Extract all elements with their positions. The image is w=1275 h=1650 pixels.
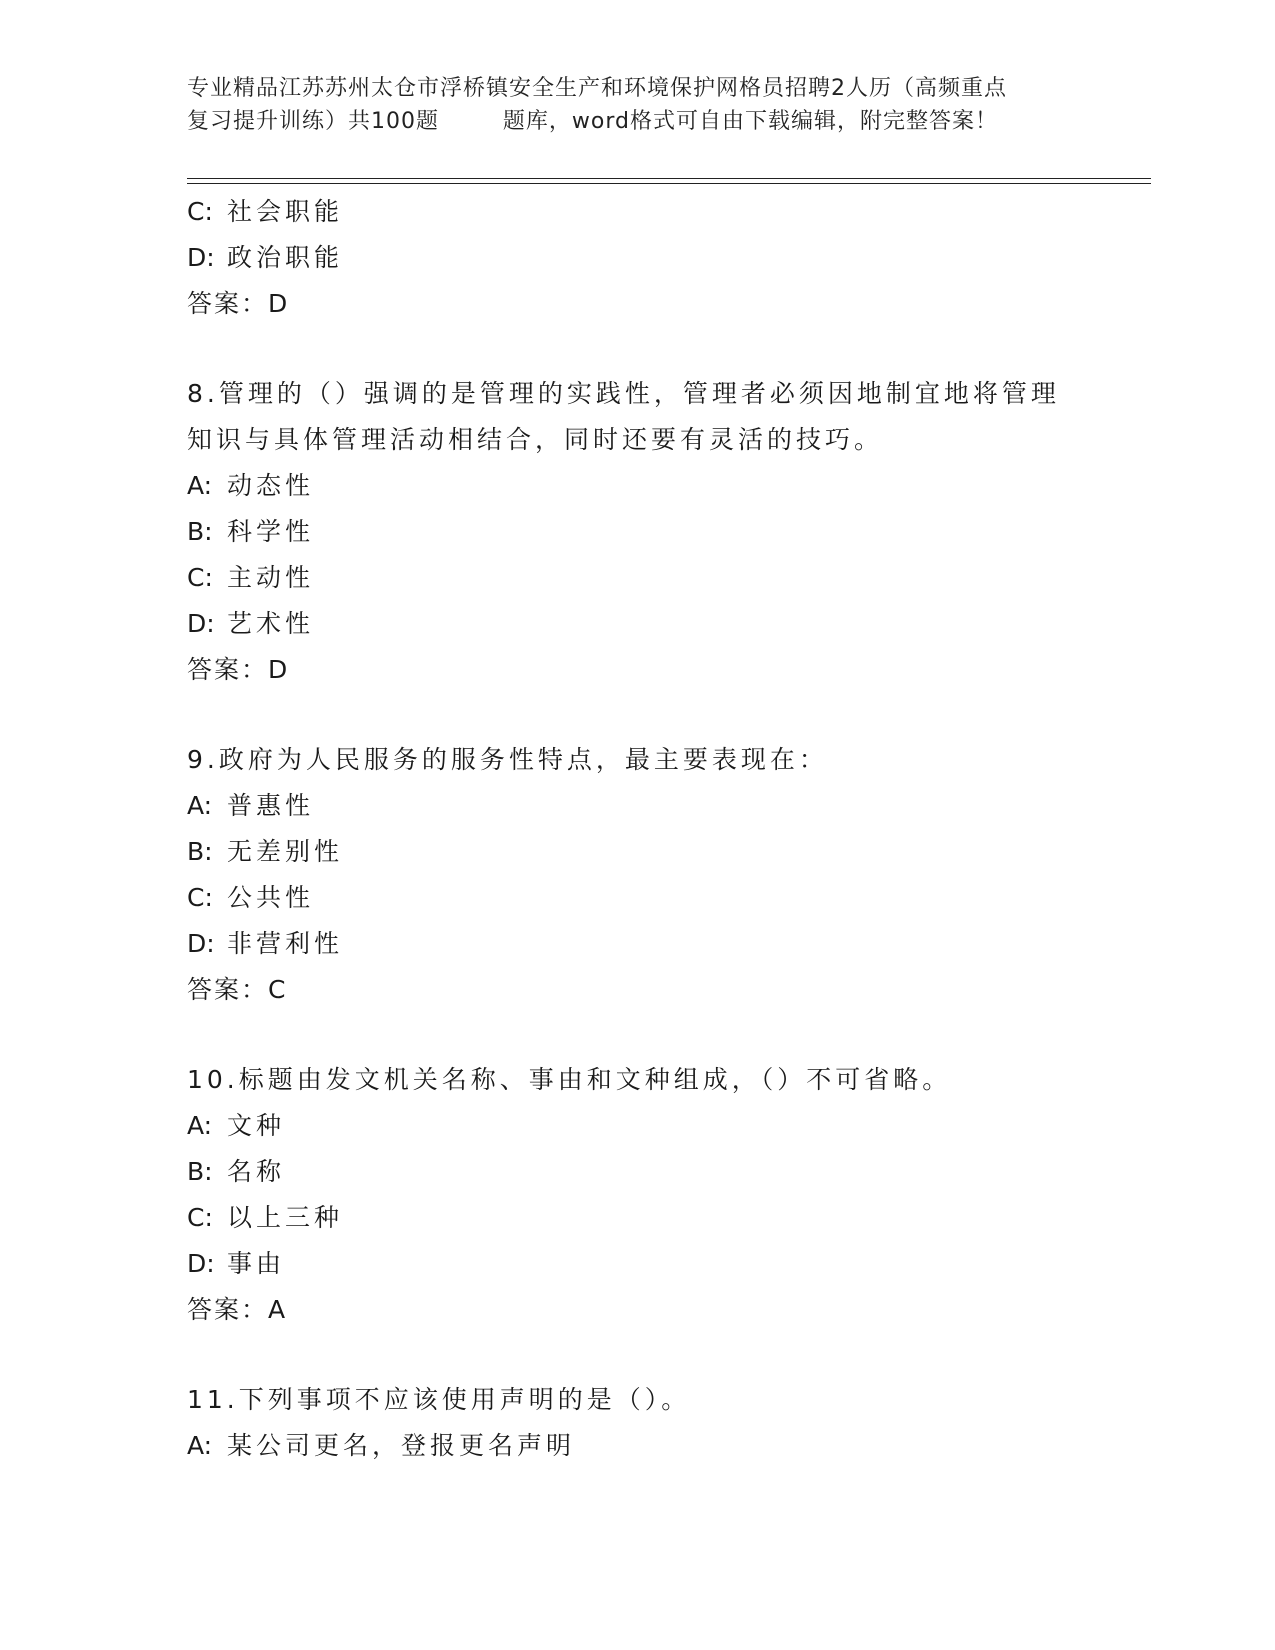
option-row — [187, 601, 1087, 647]
answer-line: 答案：C — [187, 975, 288, 1004]
option-row — [187, 555, 1087, 601]
option-row — [187, 1149, 1087, 1195]
option-key: D: — [187, 609, 215, 638]
option-row — [187, 921, 1087, 967]
option-key: B: — [187, 1157, 213, 1186]
option-text: 社会职能 — [227, 197, 344, 226]
option-row — [187, 509, 1087, 555]
option-key: A: — [187, 471, 213, 500]
option-text: 主动性 — [227, 563, 315, 592]
option-text: 名称 — [227, 1157, 286, 1186]
page-header — [187, 72, 1087, 138]
option-key: C: — [187, 563, 213, 592]
option-row — [187, 189, 1087, 235]
option-text: 某公司更名，登报更名声明 — [227, 1431, 576, 1460]
question-block — [187, 1057, 1087, 1333]
option-key: A: — [187, 791, 213, 820]
answer-line: 答案：A — [187, 1295, 288, 1324]
carryover-block — [187, 189, 1087, 327]
option-text: 文种 — [227, 1111, 286, 1140]
option-row — [187, 463, 1087, 509]
header-divider-bottom — [187, 183, 1151, 184]
option-text: 无差别性 — [227, 837, 344, 866]
option-row — [187, 1241, 1087, 1287]
option-key: C: — [187, 1203, 213, 1232]
header-line-1: 专业精品江苏苏州太仓市浮桥镇安全生产和环境保护网格员招聘2人历（高频重点 — [187, 76, 1007, 101]
question-stem-line: 知识与具体管理活动相结合，同时还要有灵活的技巧。 — [187, 425, 884, 454]
option-key: D: — [187, 1249, 215, 1278]
option-row — [187, 1195, 1087, 1241]
option-text: 政治职能 — [227, 243, 344, 272]
option-key: A: — [187, 1111, 213, 1140]
option-row — [187, 783, 1087, 829]
option-key: B: — [187, 837, 213, 866]
answer-line: 答案：D — [187, 655, 290, 684]
option-key: A: — [187, 1431, 213, 1460]
option-key: C: — [187, 883, 213, 912]
option-text: 艺术性 — [227, 609, 315, 638]
option-text: 科学性 — [227, 517, 315, 546]
option-text: 公共性 — [227, 883, 315, 912]
option-row — [187, 235, 1087, 281]
option-row — [187, 1423, 1087, 1469]
answer-line: 答案：D — [187, 289, 290, 318]
option-text: 以上三种 — [227, 1203, 344, 1232]
header-line-2: 复习提升训练）共100题 题库，word格式可自由下载编辑，附完整答案！ — [187, 109, 999, 134]
question-block — [187, 371, 1087, 693]
question-block — [187, 1377, 1087, 1469]
option-text: 非营利性 — [227, 929, 344, 958]
question-block — [187, 737, 1087, 1013]
question-stem-line: 9.政府为人民服务的服务性特点，最主要表现在： — [187, 745, 828, 774]
option-row — [187, 875, 1087, 921]
option-text: 动态性 — [227, 471, 315, 500]
option-key: B: — [187, 517, 213, 546]
option-text: 事由 — [227, 1249, 286, 1278]
option-row — [187, 829, 1087, 875]
question-stem-line: 10.标题由发文机关名称、事由和文种组成，（）不可省略。 — [187, 1065, 952, 1094]
option-key: C: — [187, 197, 213, 226]
question-stem-line: 11.下列事项不应该使用声明的是（）。 — [187, 1385, 691, 1414]
header-divider-top — [187, 178, 1151, 179]
question-stem-line: 8.管理的（）强调的是管理的实践性，管理者必须因地制宜地将管理 — [187, 379, 1060, 408]
option-key: D: — [187, 929, 215, 958]
question-list — [187, 189, 1087, 1469]
option-text: 普惠性 — [227, 791, 315, 820]
option-row — [187, 1103, 1087, 1149]
option-key: D: — [187, 243, 215, 272]
